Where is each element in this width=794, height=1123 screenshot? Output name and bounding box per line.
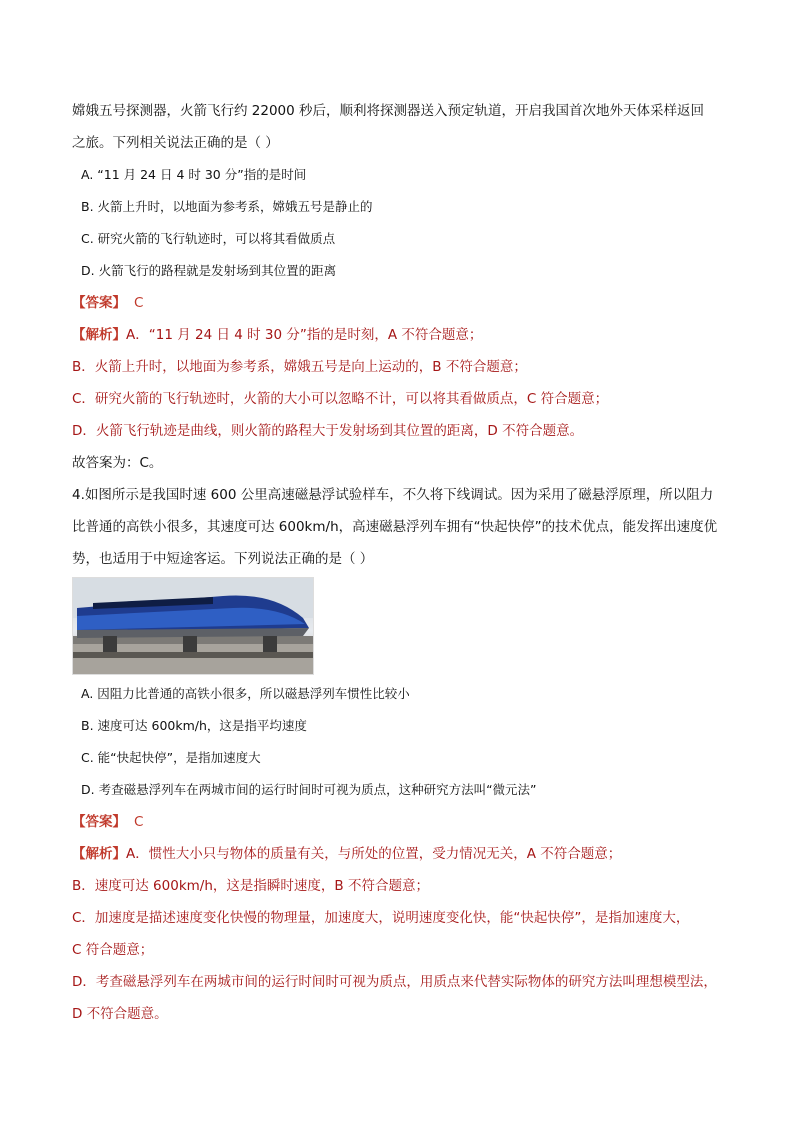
q4-analysis-a-text: A．惯性大小只与物体的质量有关，与所处的位置，受力情况无关，A 不符合题意； [126, 846, 622, 862]
q4-analysis-c2: C 符合题意； [72, 942, 154, 958]
q3-analysis-b: B．火箭上升时，以地面为参考系，嫦娥五号是向上运动的，B 不符合题意； [72, 359, 527, 375]
q3-conclusion: 故答案为：C。 [72, 455, 163, 471]
q4-analysis-c1: C．加速度是描述速度变化快慢的物理量，加速度大，说明速度变化快，能“快起快停”，是指加速度大， [72, 910, 690, 926]
q3-stem-line1: 嫦娥五号探测器，火箭飞行约 22000 秒后，顺利将探测器送入预定轨道，开启我国首次地外天体采样返回 [72, 103, 705, 119]
q4-stem-line3: 势，也适用于中短途客运。下列说法正确的是（ ） [72, 551, 374, 567]
q4-stem-line1: 4.如图所示是我国时速 600 公里高速磁悬浮试验样车，不久将下线调试。因为采用了磁悬浮原理，所以阻力 [72, 487, 714, 503]
q3-option-c: C. 研究火箭的飞行轨迹时，可以将其看做质点 [81, 231, 336, 246]
q4-answer [72, 806, 724, 838]
q3-option-b: B. 火箭上升时，以地面为参考系，嫦娥五号是静止的 [81, 199, 373, 214]
q4-analysis-a [72, 838, 724, 870]
q3-analysis-c: C．研究火箭的飞行轨迹时，火箭的大小可以忽略不计，可以将其看做质点，C 符合题意； [72, 391, 609, 407]
question-4 [72, 479, 724, 575]
question-3 [72, 95, 724, 479]
q3-answer-label: 【答案】 [72, 295, 126, 311]
q4-stem-line2: 比普通的高铁小很多，其速度可达 600km/h，高速磁悬浮列车拥有“快起快停”的技术优点，能发挥出速度优 [72, 519, 718, 535]
q4-analysis-d2: D 不符合题意。 [72, 1006, 168, 1022]
q4-analysis-d1: D．考查磁悬浮列车在两城市间的运行时间时可视为质点，用质点来代替实际物体的研究方法叫理想模型法， [72, 974, 717, 990]
maglev-train-photo [72, 577, 314, 675]
q4-analysis-b: B．速度可达 600km/h，这是指瞬时速度，B 不符合题意； [72, 878, 429, 894]
q4-answer-label: 【答案】 [72, 814, 126, 830]
q4-option-b: B. 速度可达 600km/h，这是指平均速度 [81, 718, 307, 733]
q3-stem-line2: 之旅。下列相关说法正确的是（ ） [72, 135, 279, 151]
q3-analysis-d: D．火箭飞行轨迹是曲线，则火箭的路程大于发射场到其位置的距离，D 不符合题意。 [72, 423, 584, 439]
q4-analysis-label: 【解析】 [72, 846, 126, 862]
maglev-train-illustration [73, 578, 313, 674]
q3-analysis-a-text: A．“11 月 24 日 4 时 30 分”指的是时刻，A 不符合题意； [126, 327, 483, 343]
q4-option-c: C. 能“快起快停”，是指加速度大 [81, 750, 261, 765]
q4-option-d: D. 考查磁悬浮列车在两城市间的运行时间时可视为质点，这种研究方法叫“微元法” [81, 782, 537, 797]
q3-answer-value: C [134, 295, 144, 311]
q3-analysis-a [72, 319, 724, 351]
q3-option-d: D. 火箭飞行的路程就是发射场到其位置的距离 [81, 263, 337, 278]
q3-answer [72, 287, 724, 319]
q3-analysis-label: 【解析】 [72, 327, 126, 343]
q3-option-a: A. “11 月 24 日 4 时 30 分”指的是时间 [81, 167, 307, 182]
question-4-body [72, 678, 724, 1030]
q4-option-a: A. 因阻力比普通的高铁小很多，所以磁悬浮列车惯性比较小 [81, 686, 410, 701]
q4-answer-value: C [134, 814, 144, 830]
